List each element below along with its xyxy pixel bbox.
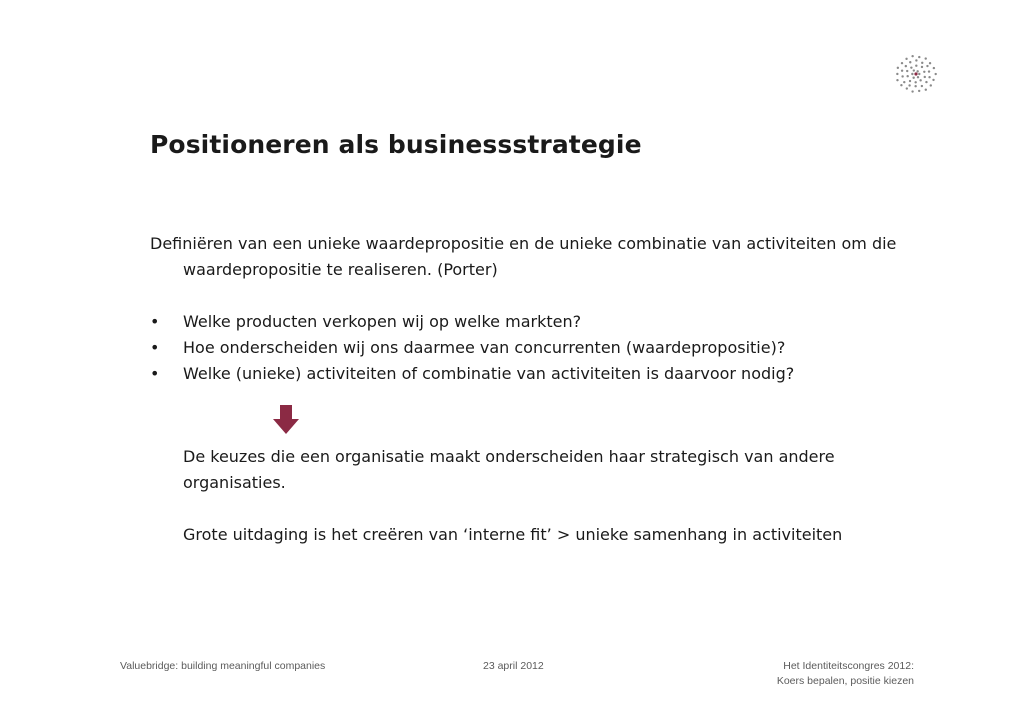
footer-event (777, 659, 914, 689)
logo-dot (933, 67, 935, 69)
logo-dot (914, 85, 916, 87)
logo-dot (905, 65, 907, 67)
logo-dot (925, 57, 927, 59)
footer-event-line-2: Koers bepalen, positie kiezen (776, 675, 914, 687)
footer-date: 23 april 2012 (483, 660, 544, 672)
logo-dot (911, 55, 913, 57)
logo-dot (906, 70, 908, 72)
logo-dot (935, 73, 937, 75)
logo-dot (918, 56, 920, 58)
bullet-text: Hoe onderscheiden wij ons daarmee van concurrenten (waardepropositie)? (183, 338, 786, 357)
logo-dot (919, 79, 921, 81)
logo-dot (897, 67, 899, 69)
slide-title: Positioneren als businessstrategie (150, 130, 642, 159)
logo-dot (901, 62, 903, 64)
dotted-circle-logo-icon (892, 52, 940, 96)
logo-dot (932, 79, 934, 81)
logo-dot (908, 84, 910, 86)
logo-dot (914, 81, 916, 83)
challenge-paragraph: Grote uitdaging is het creëren van ‘interne fit’ > unieke samenhang in activiteiten (183, 525, 843, 544)
logo-dot (928, 76, 930, 78)
conclusion-paragraph: De keuzes die een organisatie maakt onderscheiden haar strategisch van andere organisaties. (183, 447, 835, 492)
down-arrow-graphic (272, 405, 300, 435)
logo-dot (921, 66, 923, 68)
logo-dot (918, 73, 920, 75)
bullet-mark: • (150, 364, 160, 383)
footer-event-line-1: Het Identiteitscongres 2012: (783, 660, 914, 672)
logo-dot (903, 81, 905, 83)
bullet-text: Welke producten verkopen wij op welke markten? (183, 312, 582, 331)
logo-dot (912, 77, 914, 79)
logo-dot (910, 66, 912, 68)
logo-dot (896, 73, 898, 75)
logo-dot (918, 90, 920, 92)
logo-dot (906, 75, 908, 77)
logo-dot (905, 58, 907, 60)
intro-text: Definiëren van een unieke waardepropositie en de unieke combinatie van activiteiten om die waardepropositie te realiseren. (Porter) (150, 234, 897, 279)
logo-dot (925, 81, 927, 83)
logo-dot (906, 87, 908, 89)
down-arrow-shape (273, 405, 299, 434)
logo-dot (913, 69, 915, 71)
bullet-text: Welke (unieke) activiteiten of combinatie van activiteiten is daarvoor nodig? (183, 364, 795, 383)
logo-dot (926, 65, 928, 67)
bullet-item (150, 335, 794, 361)
bullet-mark: • (150, 338, 160, 357)
logo-dot (909, 80, 911, 82)
logo-dot (915, 65, 917, 67)
logo-dot (911, 73, 913, 75)
logo-dot (917, 76, 919, 78)
down-arrow-icon (272, 405, 300, 435)
logo-dot (901, 75, 903, 77)
logo-dot (921, 85, 923, 87)
logo-dot (915, 59, 917, 61)
logo-dot (924, 76, 926, 78)
logo-dot (901, 70, 903, 72)
logo-dot (896, 79, 898, 81)
logo-dot (900, 84, 902, 86)
footer-company: Valuebridge: building meaningful companies (120, 660, 326, 672)
bullet-item (150, 309, 794, 335)
bullet-list (150, 309, 794, 387)
logo-dot (909, 61, 911, 63)
logo-dot (916, 70, 918, 72)
logo-dot (923, 71, 925, 73)
bullet-item (150, 361, 794, 387)
logo-dot (911, 90, 913, 92)
logo-dots-graphic (892, 52, 940, 96)
logo-dot (930, 84, 932, 86)
logo-dot (929, 62, 931, 64)
bullet-mark: • (150, 312, 160, 331)
logo-center-dot (914, 72, 917, 75)
logo-dot (928, 70, 930, 72)
logo-dot (925, 89, 927, 91)
logo-dot (921, 62, 923, 64)
